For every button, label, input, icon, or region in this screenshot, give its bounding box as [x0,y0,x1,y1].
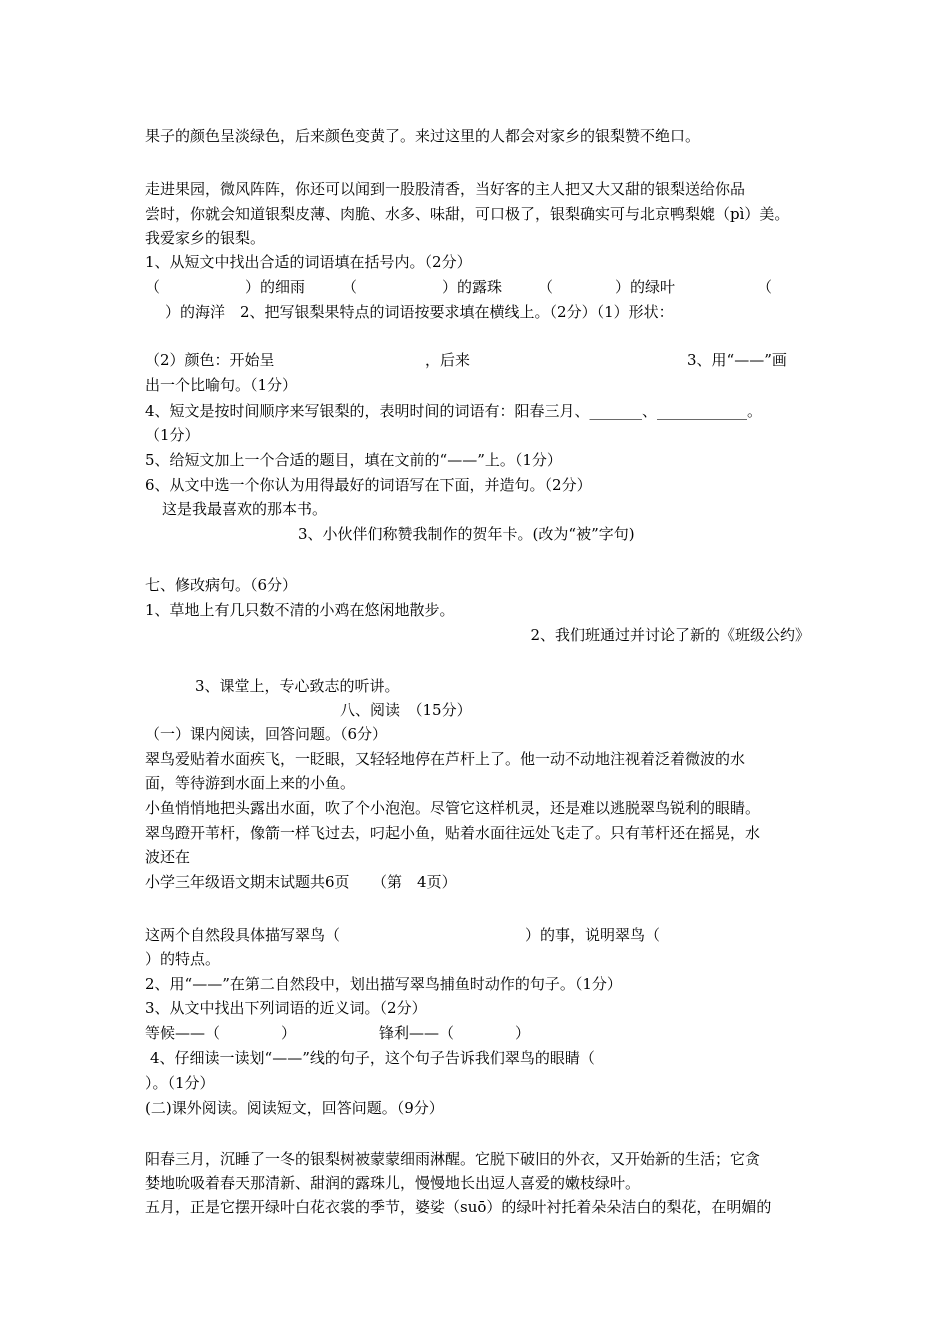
text-line: 阳春三月，沉睡了一冬的银梨树被蒙蒙细雨淋醒。它脱下破旧的外衣，又开始新的生活；它贪 [145,1150,761,1168]
text-line: 我爱家乡的银梨。 [145,229,266,247]
text-line: 这是我最喜欢的那本书。 [162,500,328,518]
question-q1: 1、从短文中找出合适的词语填在括号内。（2分） [145,253,472,271]
paren-open: （ [538,278,554,296]
text-line: ）的特点。 [145,950,221,968]
subsection-heading: （一）课内阅读，回答问题。（6分） [145,725,388,743]
q3-prompt: 3、用“——”画 [687,351,787,369]
blank-suffix-leaf: ）的绿叶 [615,278,676,296]
text-line: 3、从文中找出下列词语的近义词。（2分） [145,999,427,1017]
text-line: 翠鸟爱贴着水面疾飞，一眨眼，又轻轻地停在芦杆上了。他一动不动地注视着泛着微波的水 [145,750,746,768]
question-q4: 4、短文是按时间顺序来写银梨的，表明时间的词语有：阳春三月、_______、____________。 [145,402,763,420]
text-line: ）。（1分） [145,1074,215,1092]
paren-open: （ [342,278,358,296]
question-q5: 5、给短文加上一个合适的题目，填在文前的“——”上。（1分） [145,451,562,469]
section-heading-8: 八、阅读 （15分） [340,701,472,719]
blank-suffix-rain: ）的细雨 [245,278,306,296]
text-line: 1、草地上有几只数不清的小鸡在悠闲地散步。 [145,601,455,619]
text-line: 五月，正是它摆开绿叶白花衣裳的季节，婆娑（suō）的绿叶衬托着朵朵洁白的梨花，在明媚的 [145,1198,772,1216]
text-line: 4、仔细读一读划“——”线的句子，这个句子告诉我们翠鸟的眼睛（ [150,1049,595,1067]
paren-close: ） [281,1024,297,1042]
text-line: 婪地吮吸着春天那清新、甜润的露珠儿，慢慢地长出逗人喜爱的嫩枝绿叶。 [145,1174,641,1192]
text-line: 面，等待游到水面上来的小鱼。 [145,774,356,792]
text-line: 2、我们班通过并讨论了新的《班级公约》 [530,626,810,644]
text-line: 3、小伙伴们称赞我制作的贺年卡。(改为“被”字句) [298,525,635,543]
color-later: ，后来 [425,351,471,369]
text-line: 波还在 [145,848,191,866]
color-start: （2）颜色：开始呈 [145,351,275,369]
blank-suffix-dew: ）的露珠 [442,278,503,296]
text-line: 2、用“——”在第二自然段中，划出描写翠鸟捕鱼时动作的句子。（1分） [145,975,622,993]
paren-open: （ [757,278,773,296]
text-line: （1分） [145,426,200,444]
synonym-wait: 等候——（ [145,1024,221,1042]
paren-open: （ [145,278,161,296]
page-footer: 小学三年级语文期末试题共6页 （第 4页） [145,873,457,891]
q1-prefix: 这两个自然段具体描写翠鸟（ [145,926,341,944]
paren-close: ） [515,1024,531,1042]
text-line: 3、课堂上，专心致志的听讲。 [195,677,400,695]
q2-prompt: ）的海洋 2、把写银梨果特点的词语按要求填在横线上。（2分）（1）形状： [165,303,674,321]
subsection-heading: (二)课外阅读。阅读短文，回答问题。（9分） [145,1099,444,1117]
text-line: 走进果园，微风阵阵，你还可以闻到一股股清香，当好客的主人把又大又甜的银梨送给你品 [145,180,746,198]
question-q6: 6、从文中选一个你认为用得最好的词语写在下面，并造句。（2分） [145,476,592,494]
text-line: 翠鸟蹬开苇杆，像箭一样飞过去，叼起小鱼，贴着水面往远处飞走了。只有苇杆还在摇晃，水 [145,824,761,842]
q1-middle: ）的事，说明翠鸟（ [525,926,661,944]
text-line: 小鱼悄悄地把头露出水面，吹了个小泡泡。尽管它这样机灵，还是难以逃脱翠鸟锐利的眼睛。 [145,799,761,817]
text-line: 尝时，你就会知道银梨皮薄、肉脆、水多、味甜，可口极了，银梨确实可与北京鸭梨媲（pì）美。 [145,205,790,223]
text-line: 果子的颜色呈淡绿色，后来颜色变黄了。来过这里的人都会对家乡的银梨赞不绝口。 [145,127,701,145]
synonym-sharp: 锋利——（ [379,1024,455,1042]
section-heading-7: 七、修改病句。（6分） [145,576,298,594]
text-line: 出一个比喻句。（1分） [145,376,298,394]
